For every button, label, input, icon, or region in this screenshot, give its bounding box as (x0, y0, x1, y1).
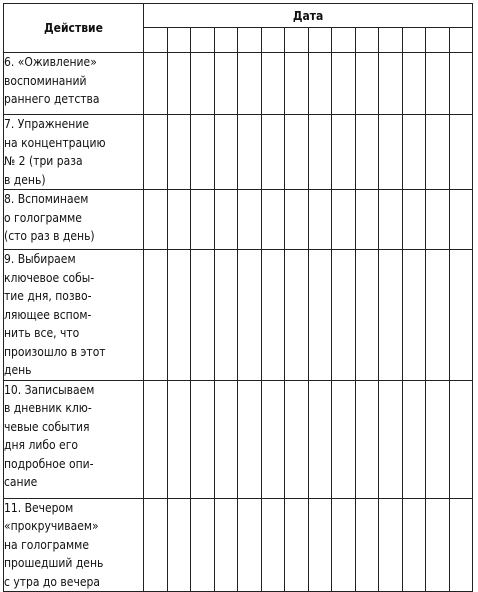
date-cell[interactable] (355, 28, 379, 53)
date-cell[interactable] (308, 28, 332, 53)
check-cell[interactable] (402, 190, 426, 250)
date-cell[interactable] (285, 28, 309, 53)
action-cell (4, 380, 144, 498)
check-cell[interactable] (261, 498, 285, 592)
check-cell[interactable] (285, 498, 309, 592)
check-cell[interactable] (238, 250, 262, 381)
date-cell[interactable] (238, 28, 262, 53)
check-cell[interactable] (379, 115, 403, 190)
check-cell[interactable] (191, 115, 215, 190)
check-cell[interactable] (402, 380, 426, 498)
header-row (4, 4, 473, 28)
check-cell[interactable] (238, 53, 262, 115)
check-cell[interactable] (167, 190, 191, 250)
check-cell[interactable] (332, 380, 356, 498)
check-cell[interactable] (379, 53, 403, 115)
check-cell[interactable] (332, 250, 356, 381)
check-cell[interactable] (191, 53, 215, 115)
check-cell[interactable] (261, 380, 285, 498)
check-cell[interactable] (426, 498, 450, 592)
check-cell[interactable] (426, 190, 450, 250)
check-cell[interactable] (261, 190, 285, 250)
check-cell[interactable] (214, 53, 238, 115)
check-cell[interactable] (402, 498, 426, 592)
check-cell[interactable] (355, 498, 379, 592)
check-cell[interactable] (238, 498, 262, 592)
date-cell[interactable] (379, 28, 403, 53)
date-cell[interactable] (191, 28, 215, 53)
check-cell[interactable] (308, 53, 332, 115)
check-cell[interactable] (355, 53, 379, 115)
check-cell[interactable] (308, 190, 332, 250)
action-line: 9. Выбираем (4, 252, 76, 266)
date-cell[interactable] (214, 28, 238, 53)
check-cell[interactable] (308, 498, 332, 592)
check-cell[interactable] (144, 190, 168, 250)
check-cell[interactable] (191, 250, 215, 381)
check-cell[interactable] (308, 250, 332, 381)
table-row (4, 53, 473, 115)
check-cell[interactable] (449, 380, 473, 498)
check-cell[interactable] (449, 498, 473, 592)
check-cell[interactable] (402, 53, 426, 115)
check-cell[interactable] (214, 250, 238, 381)
action-line: 6. «Оживление» (4, 55, 97, 69)
check-cell[interactable] (167, 115, 191, 190)
date-column-header: Дата (144, 4, 473, 28)
table-row (4, 380, 473, 498)
check-cell[interactable] (144, 53, 168, 115)
check-cell[interactable] (285, 53, 309, 115)
check-cell[interactable] (167, 498, 191, 592)
check-cell[interactable] (379, 190, 403, 250)
check-cell[interactable] (332, 498, 356, 592)
check-cell[interactable] (308, 115, 332, 190)
check-cell[interactable] (285, 190, 309, 250)
table-row (4, 190, 473, 250)
table-row (4, 498, 473, 592)
check-cell[interactable] (167, 380, 191, 498)
action-cell (4, 498, 144, 592)
check-cell[interactable] (355, 115, 379, 190)
action-line: прошедший день (4, 556, 104, 570)
check-cell[interactable] (191, 190, 215, 250)
check-cell[interactable] (449, 53, 473, 115)
check-cell[interactable] (355, 380, 379, 498)
check-cell[interactable] (332, 190, 356, 250)
check-cell[interactable] (144, 380, 168, 498)
table-row (4, 250, 473, 381)
date-cell[interactable] (426, 28, 450, 53)
check-cell[interactable] (426, 53, 450, 115)
action-column-header: Действие (4, 4, 144, 53)
action-line: нить все, что (4, 326, 80, 340)
date-cell[interactable] (332, 28, 356, 53)
check-cell[interactable] (261, 250, 285, 381)
check-cell[interactable] (167, 53, 191, 115)
action-line: воспоминаний (4, 73, 87, 88)
action-line: дня либо его (4, 438, 78, 452)
action-cell (4, 250, 144, 381)
action-line: 10. Записываем (4, 382, 95, 397)
action-cell (4, 53, 144, 115)
check-cell[interactable] (402, 250, 426, 381)
check-cell[interactable] (167, 250, 191, 381)
check-cell[interactable] (285, 115, 309, 190)
action-cell (4, 115, 144, 190)
check-cell[interactable] (144, 115, 168, 190)
check-cell[interactable] (308, 380, 332, 498)
date-cell[interactable] (402, 28, 426, 53)
check-cell[interactable] (332, 53, 356, 115)
action-line: «прокручиваем» (4, 519, 99, 533)
check-cell[interactable] (261, 115, 285, 190)
check-cell[interactable] (379, 380, 403, 498)
check-cell[interactable] (285, 380, 309, 498)
check-cell[interactable] (379, 250, 403, 381)
action-line: тие дня, позво- (4, 289, 92, 303)
action-line: в день) (4, 172, 46, 187)
check-cell[interactable] (402, 115, 426, 190)
action-line: ключевое собы- (4, 270, 95, 285)
action-line: раннего детства (4, 92, 100, 106)
check-cell[interactable] (426, 250, 450, 381)
habit-tracker-table (3, 3, 473, 592)
action-line: на голограмме (4, 537, 89, 552)
check-cell[interactable] (285, 250, 309, 381)
date-cell[interactable] (449, 28, 473, 53)
action-line: чевые события (4, 419, 90, 434)
check-cell[interactable] (355, 250, 379, 381)
check-cell[interactable] (449, 250, 473, 381)
check-cell[interactable] (261, 53, 285, 115)
check-cell[interactable] (379, 498, 403, 592)
check-cell[interactable] (214, 190, 238, 250)
action-line: 11. Вечером (4, 500, 74, 515)
check-cell[interactable] (332, 115, 356, 190)
date-cell[interactable] (167, 28, 191, 53)
action-line: на концентрацию (4, 135, 106, 150)
check-cell[interactable] (144, 250, 168, 381)
table-row (4, 115, 473, 190)
check-cell[interactable] (238, 190, 262, 250)
action-line: 8. Вспоминаем (4, 192, 89, 206)
action-line: с утра до вечера (4, 574, 100, 589)
date-cell[interactable] (261, 28, 285, 53)
check-cell[interactable] (214, 498, 238, 592)
date-cell[interactable] (144, 28, 168, 53)
check-cell[interactable] (238, 380, 262, 498)
check-cell[interactable] (426, 115, 450, 190)
action-line: ляющее вспом- (4, 307, 92, 322)
check-cell[interactable] (191, 498, 215, 592)
check-cell[interactable] (144, 498, 168, 592)
action-line: о голограмме (4, 210, 82, 225)
action-line: подробное опи- (4, 456, 94, 471)
action-cell (4, 190, 144, 250)
action-line: (сто раз в день) (4, 229, 95, 243)
check-cell[interactable] (238, 115, 262, 190)
action-line: сание (4, 475, 38, 489)
check-cell[interactable] (214, 115, 238, 190)
check-cell[interactable] (355, 190, 379, 250)
action-line: в дневник клю- (4, 401, 92, 415)
action-line: произошло в этот (4, 344, 106, 359)
check-cell[interactable] (449, 115, 473, 190)
check-cell[interactable] (449, 190, 473, 250)
action-line: № 2 (три раза (4, 154, 83, 168)
check-cell[interactable] (426, 380, 450, 498)
check-cell[interactable] (191, 380, 215, 498)
action-line: 7. Упражнение (4, 117, 89, 131)
action-line: день (4, 363, 32, 377)
check-cell[interactable] (214, 380, 238, 498)
